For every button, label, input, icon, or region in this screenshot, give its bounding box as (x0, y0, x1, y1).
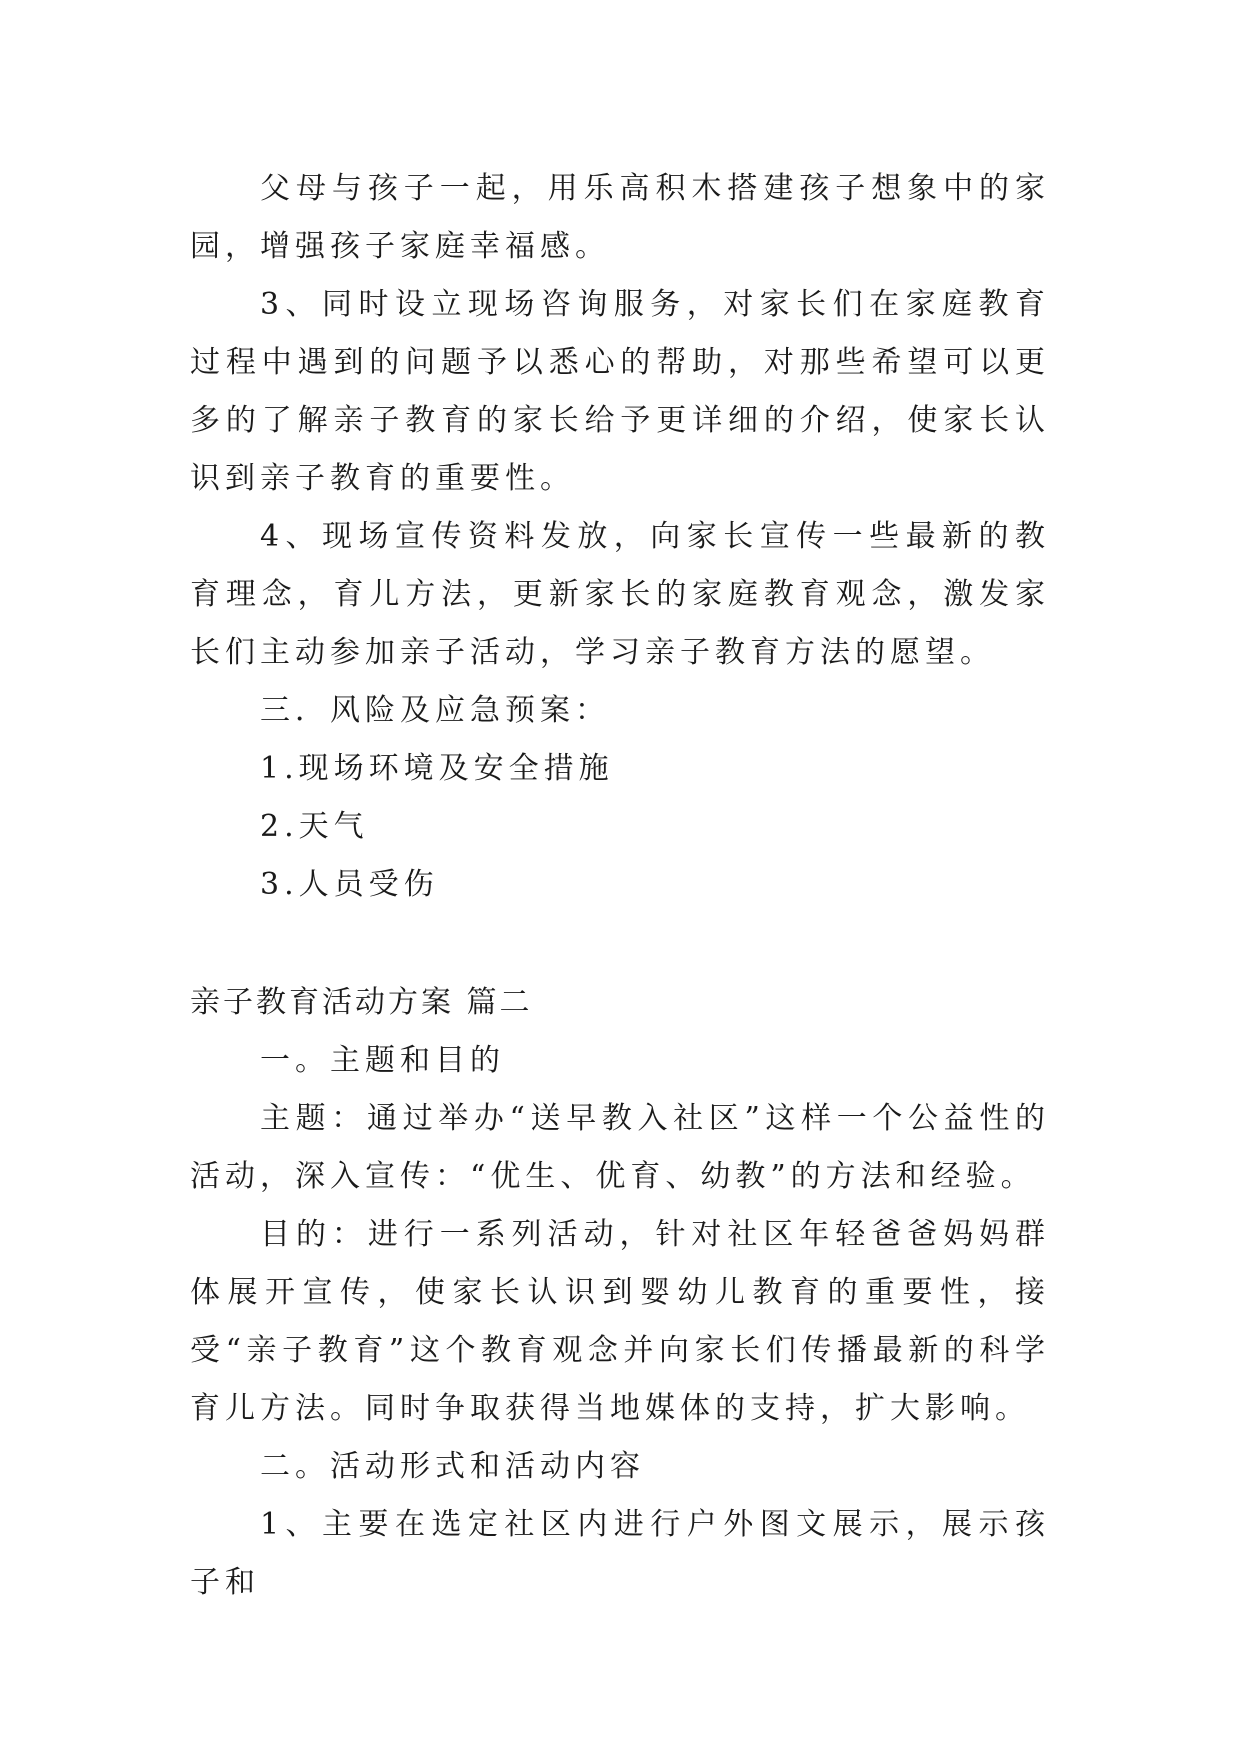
document-body (190, 160, 1050, 1612)
paragraph-lego-activity: 父母与孩子一起，用乐高积木搭建孩子想象中的家园，增强孩子家庭幸福感。 (190, 171, 1050, 264)
article-heading-part-two: 亲子教育活动方案 篇二 (190, 985, 533, 1020)
paragraph-consultation-service: 3、同时设立现场咨询服务，对家长们在家庭教育过程中遇到的问题予以悉心的帮助，对那些希望可以更多的了解亲子教育的家长给予更详细的介绍，使家长认识到亲子教育的重要性。 (190, 287, 1050, 496)
paragraph-outdoor-display: 1、主要在选定社区内进行户外图文展示，展示孩子和 (190, 1507, 1050, 1600)
list-item-site-safety: 1.现场环境及安全措施 (260, 751, 614, 786)
paragraph-materials-distribution: 4、现场宣传资料发放，向家长宣传一些最新的教育理念，育儿方法，更新家长的家庭教育观念，激发家长们主动参加亲子活动，学习亲子教育方法的愿望。 (190, 519, 1050, 670)
section-spacer (190, 914, 1050, 974)
paragraph-purpose: 目的：进行一系列活动，针对社区年轻爸爸妈妈群体展开宣传，使家长认识到婴幼儿教育的重要性，接受“亲子教育”这个教育观念并向家长们传播最新的科学育儿方法。同时争取获得当地媒体的支持，扩大影响。 (190, 1217, 1050, 1426)
heading-activity-form: 二。活动形式和活动内容 (260, 1449, 645, 1484)
paragraph-theme: 主题：通过举办“送早教入社区”这样一个公益性的活动，深入宣传：“优生、优育、幼教”的方法和经验。 (190, 1101, 1050, 1194)
heading-theme-purpose: 一。主题和目的 (260, 1043, 505, 1078)
heading-risk-plan: 三．风险及应急预案： (260, 693, 610, 728)
list-item-injury: 3.人员受伤 (260, 867, 439, 902)
list-item-weather: 2.天气 (260, 809, 369, 844)
